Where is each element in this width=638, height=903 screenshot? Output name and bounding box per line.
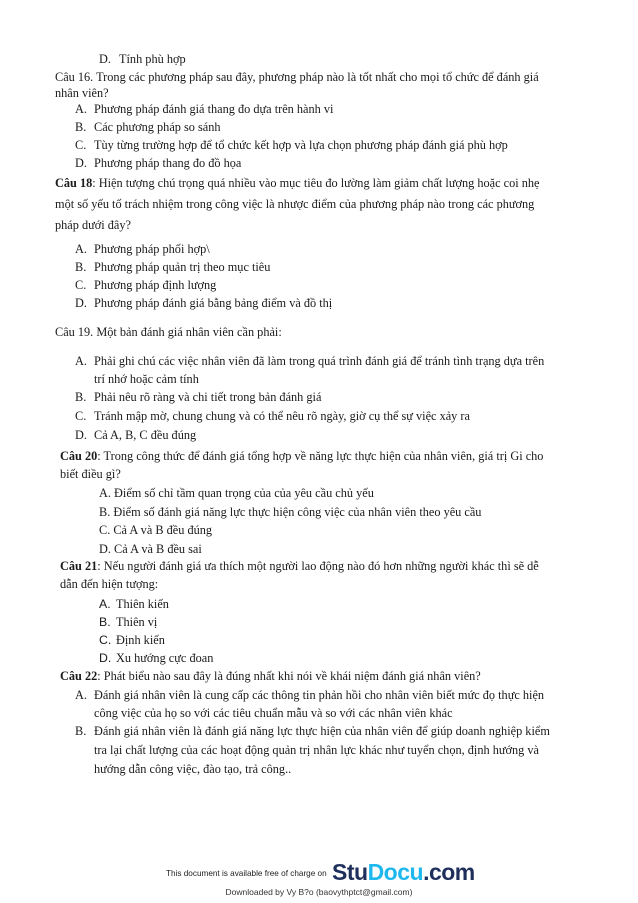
option-text: Thiên kiến (116, 597, 169, 611)
option-letter: D. (99, 651, 112, 665)
option-letter: B. (75, 390, 87, 404)
option-letter: B. (75, 260, 87, 274)
logo-part3: .com (423, 859, 475, 885)
question-label: Câu 22 (60, 669, 98, 683)
option-text: Xu hướng cực đoan (116, 651, 214, 665)
option-text: Phương pháp định lượng (94, 278, 217, 292)
question-text: : Phát biểu nào sau đây là đúng nhất khi nói về khái niệm đánh giá nhân viên? (97, 669, 481, 683)
option-text: Thiên vị (116, 615, 158, 629)
footer-available-text: This document is available free of charge on (166, 869, 327, 878)
q18-line2: một số yếu tố trách nhiệm trong công việc là nhược điểm của phương pháp nào trong các phương (55, 197, 535, 211)
option-text-cont: trí nhớ hoặc cảm tính (94, 372, 199, 386)
option-text: Phương pháp phối hợp\ (94, 242, 210, 256)
option-text: Các phương pháp so sánh (94, 120, 221, 134)
question-label: Câu 20 (60, 449, 98, 463)
option-letter: C. (75, 409, 87, 423)
option-letter: B. (99, 615, 111, 629)
option-text: Đánh giá nhân viên là cung cấp các thông tin phản hồi cho nhân viên biết mức đọ thực hiện (94, 688, 545, 702)
question-text: : Trong công thức để đánh giá tổng hợp về năng lực thực hiện của nhân viên, giá trị Gi cho (97, 449, 544, 463)
option-letter: A. (75, 102, 87, 116)
option-text-cont: công việc của họ so với các tiêu chuẩn mẫu và so với các nhân viên khác (94, 706, 453, 720)
option-text: Cả A, B, C đều đúng (94, 428, 197, 442)
option-letter: A. (75, 354, 87, 368)
q18-line3: pháp dưới đây? (55, 218, 131, 232)
option-letter: C. (99, 633, 112, 647)
q19-line1: Câu 19. Một bản đánh giá nhân viên cần phải: (55, 325, 282, 339)
option-text: Phương pháp đánh giá thang đo dựa trên hành vi (94, 102, 334, 116)
option-letter: D. (75, 428, 87, 442)
q20-option-a: A. Điểm số chỉ tầm quan trọng của của yêu cầu chủ yếu (99, 486, 374, 500)
option-letter: D. (75, 296, 87, 310)
option-letter: C. (75, 138, 87, 152)
option-letter: A. (75, 242, 87, 256)
logo-part1: Stu (332, 859, 368, 885)
q16-line2: nhân viên? (55, 86, 109, 100)
option-letter: B. (75, 120, 87, 134)
option-text-cont: hướng dẫn công việc, đào tạo, trả công.. (94, 762, 292, 776)
option-letter: D. (75, 156, 87, 170)
option-text: Tránh mập mờ, chung chung và có thể nêu rõ ngày, giờ cụ thể sự việc xảy ra (94, 409, 470, 423)
option-text: Đánh giá nhân viên là đánh giá năng lực thực hiện của nhân viên để giúp doanh nghiệp kiểm (94, 724, 550, 738)
question-text: : Nếu người đánh giá ưa thích một người lao động nào đó hơn những người khác thì sẽ dễ (97, 559, 539, 573)
question-text: : Hiện tượng chú trọng quá nhiều vào mục tiêu đo lường làm giảm chất lượng hoặc coi nhẹ (92, 176, 540, 190)
option-letter: C. (75, 278, 87, 292)
option-text: Phương pháp thang đo đồ họa (94, 156, 242, 170)
option-letter: A. (75, 688, 87, 702)
option-text: Phải nêu rõ ràng và chi tiết trong bản đánh giá (94, 390, 322, 404)
option-text: Phải ghi chú các việc nhân viên đã làm trong quá trình đánh giá để tránh tình trạng dựa trên (94, 354, 545, 368)
option-text: Tùy từng trường hợp để tổ chức kết hợp và lựa chọn phương pháp đánh giá phù hợp (94, 138, 508, 152)
downloaded-by-text: Downloaded by Vy B?o (baovythptct@gmail.com) (225, 887, 413, 897)
footer (0, 859, 638, 885)
question-label: Câu 18 (55, 176, 93, 190)
option-text: Phương pháp đánh giá bằng bảng điểm và đồ thị (94, 296, 333, 310)
option-text: Tính phù hợp (119, 52, 186, 66)
studocu-logo[interactable] (332, 859, 475, 885)
q20-option-c: C. Cả A và B đều đúng (99, 523, 213, 537)
q16-line1: Câu 16. Trong các phương pháp sau đây, phương pháp nào là tốt nhất cho mọi tổ chức để đánh giá (55, 70, 539, 84)
q20-line1 (60, 448, 543, 464)
q20-line2: biết điều gì? (60, 467, 121, 481)
option-letter: D. (99, 52, 111, 66)
option-text: Định kiến (116, 633, 165, 647)
option-text: Phương pháp quản trị theo mục tiêu (94, 260, 271, 274)
q21-line2: dẫn đến hiện tượng: (60, 577, 159, 591)
q22-line1 (60, 668, 481, 684)
q18-line1 (55, 175, 540, 191)
question-label: Câu 21 (60, 559, 98, 573)
q21-line1 (60, 558, 539, 574)
option-letter: A. (99, 597, 111, 611)
q20-option-b: B. Điểm số đánh giá năng lực thực hiện công việc của nhân viên theo yêu cầu (99, 505, 482, 519)
option-letter: B. (75, 724, 87, 738)
option-text-cont: tra lại chất lượng của các hoạt động quản trị nhân lực khác như tuyển chọn, định hướng và (94, 743, 539, 757)
logo-part2: Docu (367, 859, 424, 885)
q20-option-d: D. Cả A và B đều sai (99, 542, 202, 556)
